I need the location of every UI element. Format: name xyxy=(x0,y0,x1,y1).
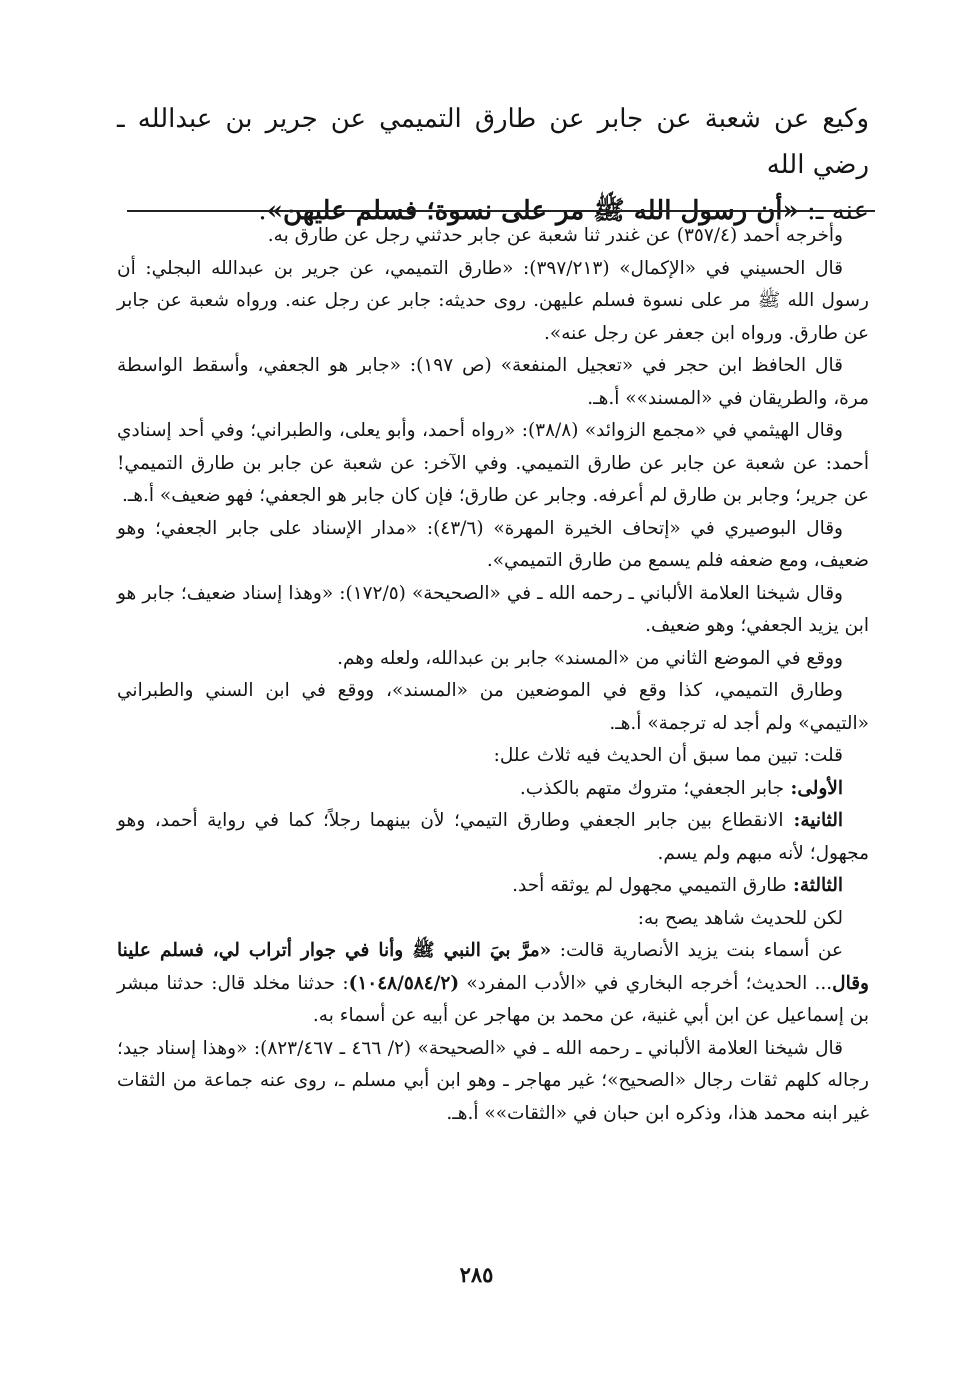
main-line-2-end: . xyxy=(258,196,267,226)
footnote-paragraph xyxy=(117,903,869,936)
footnote-text: ... الحديث؛ أخرجه البخاري في «الأدب المفرد» xyxy=(459,972,833,994)
footnote-text: وقال البوصيري في «إتحاف الخيرة المهرة» (٤٣/٦): «مدار الإسناد على جابر الجعفي؛ وهو ضعيف، ومع ضعفه فلم يسمع من طارق التميمي». xyxy=(117,517,869,571)
footnote-text: عن أسماء بنت يزيد الأنصارية قالت: xyxy=(551,940,843,961)
footnote-paragraph xyxy=(117,870,869,903)
footnote-paragraph xyxy=(117,935,869,1033)
footnote-paragraph xyxy=(117,643,869,676)
footnote-text: الانقطاع بين جابر الجعفي وطارق التيمي؛ لأن بينهما رجلاً؛ كما في رواية أحمد، وهو مجهول؛ لأنه مبهم ولم يسم. xyxy=(117,810,869,864)
main-line-1-text: وكيع عن شعبة عن جابر عن طارق التميمي عن جرير بن عبدالله ـ رضي الله xyxy=(117,104,869,180)
footnote-text: قال الحافظ ابن حجر في «تعجيل المنفعة» (ص ١٩٧): «جابر هو الجعفي، وأسقط الواسطة مرة، والطريقان في «المسند»» أ.هـ. xyxy=(117,355,869,409)
footnote-text: ووقع في الموضع الثاني من «المسند» جابر بن عبدالله، ولعله وهم. xyxy=(337,647,843,669)
cause-label: الأولى: xyxy=(784,777,843,799)
footnote-text: طارق التميمي مجهول لم يوثقه أحد. xyxy=(512,875,787,896)
main-text xyxy=(117,96,869,234)
main-line-2-lead: عنه ـ: xyxy=(798,196,869,226)
footnote-text: قال الحسيني في «الإكمال» (٣٩٧/٢١٣): «طارق التميمي، عن جرير بن عبدالله البجلي: أن رسول الله ﷺ مر على نسوة فسلم عليهن. روى حديثه: جابر عن رجل عنه. ورواه شعبة عن جابر عن طارق. ورواه ابن جعفر عن رجل عنه». xyxy=(117,257,869,344)
main-quote: «أن رسول الله ﷺ مر على نسوة؛ فسلم عليهن» xyxy=(266,196,799,226)
footnote-text: وطارق التميمي، كذا وقع في الموضعين من «المسند»، ووقع في ابن السني والطبراني «التيمي» ولم أجد له ترجمة» أ.هـ. xyxy=(117,680,869,734)
footnote-paragraph xyxy=(117,578,869,643)
footnote-paragraph xyxy=(117,1033,869,1131)
footnote-paragraph xyxy=(117,513,869,578)
footnote-text: وأخرجه أحمد (٣٥٧/٤) عن غندر ثنا شعبة عن جابر حدثني رجل عن طارق به. xyxy=(267,225,843,246)
footnote-paragraph xyxy=(117,350,869,415)
main-line-1 xyxy=(117,96,869,188)
footnote-paragraph xyxy=(117,415,869,513)
footnote-text: : حدثنا مخلد قال: حدثنا مبشر بن إسماعيل عن ابن أبي غنية، عن محمد بن مهاجر عن أبيه عن أسماء به. xyxy=(117,972,869,1026)
footnotes xyxy=(117,220,869,1130)
reference-number: (١٠٤٨/٥٨٤/٢) xyxy=(348,972,460,994)
footnote-text: جابر الجعفي؛ متروك متهم بالكذب. xyxy=(519,777,785,799)
cause-label: الثانية: xyxy=(783,810,843,831)
footnote-paragraph xyxy=(117,253,869,351)
footnote-text: وقال شيخنا العلامة الألباني ـ رحمه الله ـ في «الصحيحة» (١٧٢/٥): «وهذا إسناد ضعيف؛ جابر هو ابن يزيد الجعفي؛ وهو ضعيف. xyxy=(117,582,869,636)
footnote-separator xyxy=(127,210,875,212)
footnote-text: قال شيخنا العلامة الألباني ـ رحمه الله ـ في «الصحيحة» (٢/ ٤٦٦ ـ ٨٢٣/٤٦٧): «وهذا إسناد جيد؛ رجاله كلهم ثقات رجال «الصحيح»؛ غير مهاجر ـ وهو ابن أبي مسلم ـ، روى عنه جماعة من الثقات غير ابنه محمد هذا، وذكره ابن حبان في «الثقات»» أ.هـ. xyxy=(117,1037,869,1124)
cause-label: الثالثة: xyxy=(786,875,843,896)
hadith-quote: «مرَّ بيَ النبي ﷺ وأنا في جوار أتراب لي، فسلم علينا وقال xyxy=(117,940,869,994)
footnote-paragraph xyxy=(117,740,869,773)
footnote-text: قلت: تبين مما سبق أن الحديث فيه ثلاث علل: xyxy=(493,745,843,766)
footnote-paragraph xyxy=(117,805,869,870)
footnote-text: وقال الهيثمي في «مجمع الزوائد» (٣٨/٨): «رواه أحمد، وأبو يعلى، والطبراني؛ وفي أحد إسنادي أحمد: عن شعبة عن جابر عن طارق التميمي. وفي الآخر: عن شعبة عن جابر بن طارق التميمي! عن جرير؛ وجابر بن طارق لم أعرفه. وجابر عن طارق؛ فإن كان جابر هو الجعفي؛ فهو ضعيف» أ.هـ. xyxy=(117,420,869,506)
page-number: ٢٨٥ xyxy=(459,1262,494,1287)
footnote-paragraph xyxy=(117,220,869,253)
footnote-paragraph xyxy=(117,675,869,740)
footnote-text: لكن للحديث شاهد يصح به: xyxy=(637,907,843,929)
footnote-paragraph xyxy=(117,773,869,806)
